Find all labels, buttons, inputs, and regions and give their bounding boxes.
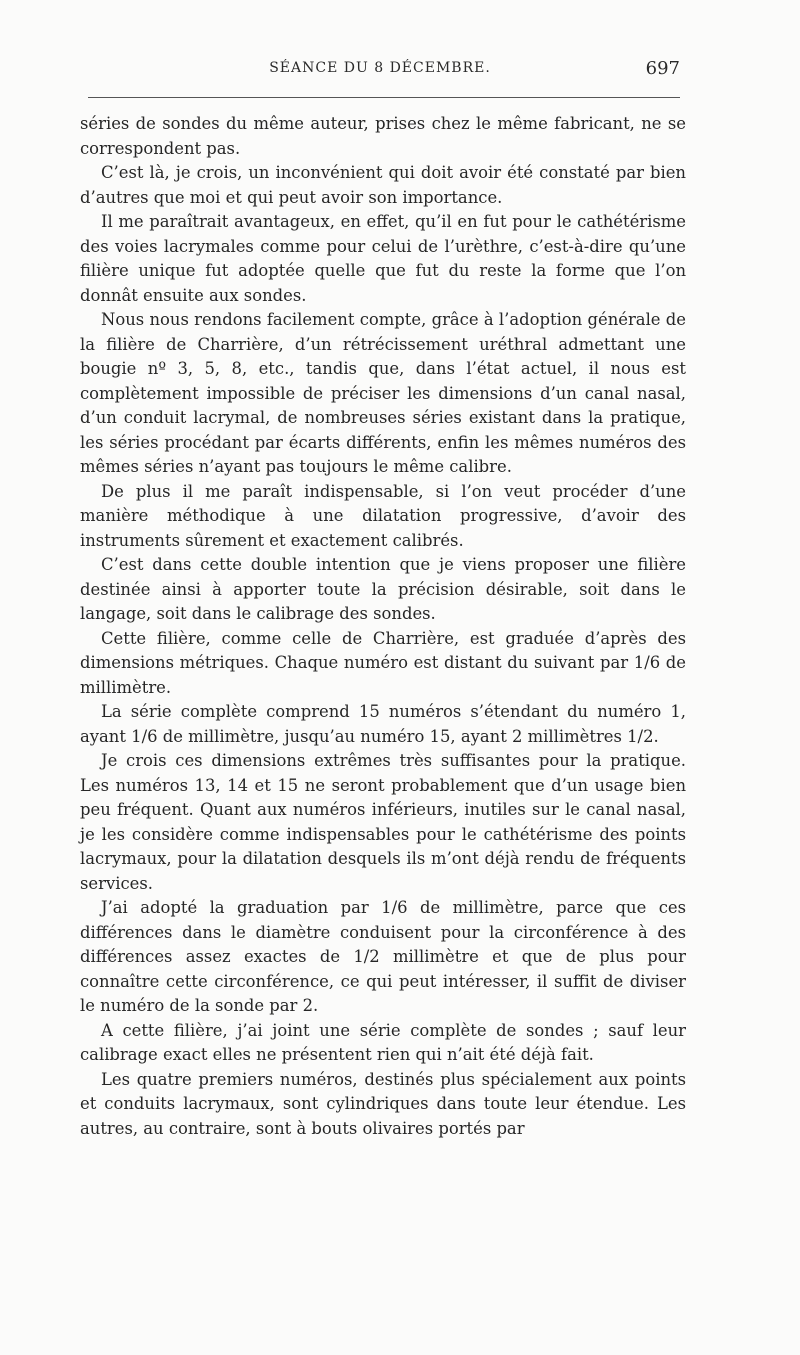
- paragraph-8: La série complète comprend 15 numéros s’étendant du numéro 1, ayant 1/6 de millimètre, jusqu’au numéro 15, ayant 2 millimètres 1/2.: [80, 702, 686, 746]
- paragraph-7: Cette filière, comme celle de Charrière, est graduée d’après des dimensions métriques. Chaque numéro est distant du suivant par 1/6 de millimètre.: [80, 628, 686, 697]
- paragraph-3: Il me paraîtrait avantageux, en effet, qu’il en fut pour le cathétérisme des voies lacrymales comme pour celui de l’urèthre, c’est-à-dire qu’une filière unique fut adoptée quelle que fut du reste la forme que l’on donnât ensuite aux sondes.: [80, 212, 686, 305]
- paragraph-10: J’ai adopté la graduation par 1/6 de millimètre, parce que ces différences dans le diamètre conduisent pour la circonférence à des différences assez exactes de 1/2 millimètre et que de plus pour connaître cette circonférence, ce qui peut intéresser, il suffit de diviser le numéro de la sonde par 2.: [80, 898, 686, 1015]
- body-text: [80, 112, 686, 1141]
- paragraph-11: A cette filière, j’ai joint une série complète de sondes ; sauf leur calibrage exact elles ne présentent rien qui n’ait été déjà fait.: [80, 1020, 686, 1064]
- paragraph-5: De plus il me paraît indispensable, si l’on veut procéder d’une manière méthodique à une dilatation progressive, d’avoir des instruments sûrement et exactement calibrés.: [80, 481, 686, 550]
- page-header: [80, 60, 680, 84]
- paragraph-12: Les quatre premiers numéros, destinés plus spécialement aux points et conduits lacrymaux, sont cylindriques dans toute leur étendue. Les autres, au contraire, sont à bouts olivaires portés par: [80, 1069, 686, 1138]
- running-head: SÉANCE DU 8 DÉCEMBRE.: [269, 60, 491, 76]
- paragraph-4: Nous nous rendons facilement compte, grâce à l’adoption générale de la filière de Charrière, d’un rétrécissement uréthral admettant une bougie nº 3, 5, 8, etc., tandis que, dans l’état actuel, il nous est complètement impossible de préciser les dimensions d’un canal nasal, d’un conduit lacrymal, de nombreuses séries existant dans la pratique, les séries procédant par écarts différents, enfin les mêmes numéros des mêmes séries n’ayant pas toujours le même calibre.: [80, 310, 686, 476]
- paragraph-6: C’est dans cette double intention que je viens proposer une filière destinée ainsi à apporter toute la précision désirable, soit dans le langage, soit dans le calibrage des sondes.: [80, 555, 686, 623]
- header-rule: [88, 97, 680, 98]
- paragraph-1-continued: séries de sondes du même auteur, prises chez le même fabricant, ne se correspondent pas.: [80, 114, 686, 158]
- paragraph-9: Je crois ces dimensions extrêmes très suffisantes pour la pratique. Les numéros 13, 14 et 15 ne seront probablement que d’un usage bien peu fréquent. Quant aux numéros inférieurs, inutiles sur le canal nasal, je les considère comme indispensables pour le cathétérisme des points lacrymaux, pour la dilatation desquels ils m’ont déjà rendu de fréquents services.: [80, 751, 686, 893]
- page-number: 697: [645, 58, 680, 79]
- paragraph-2: C’est là, je crois, un inconvénient qui doit avoir été constaté par bien d’autres que moi et qui peut avoir son importance.: [80, 163, 686, 207]
